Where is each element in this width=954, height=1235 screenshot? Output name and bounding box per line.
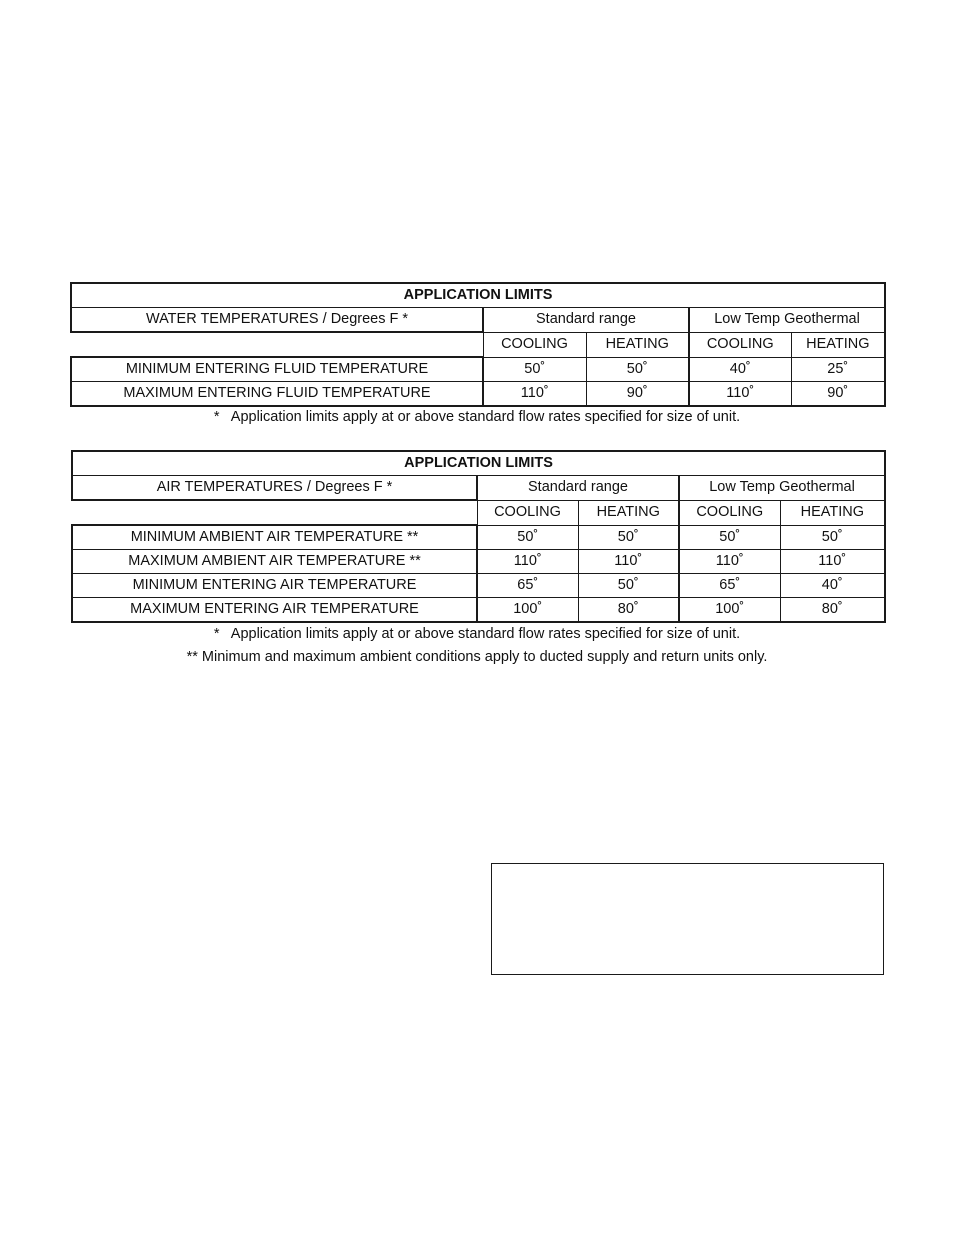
water-limits-table: [70, 282, 886, 407]
value-cell: 40˚: [689, 357, 791, 382]
row-label: MINIMUM AMBIENT AIR TEMPERATURE **: [72, 525, 477, 550]
water-footnote: * Application limits apply at or above standard flow rates specified for size of unit.: [213, 409, 741, 425]
col-header-cooling: COOLING: [689, 332, 791, 357]
row-label: MINIMUM ENTERING FLUID TEMPERATURE: [71, 357, 483, 382]
value-cell: 65˚: [679, 574, 780, 598]
value-cell: 100˚: [679, 598, 780, 623]
value-cell: 50˚: [578, 525, 679, 550]
group-low-temp-geothermal: Low Temp Geothermal: [679, 476, 885, 501]
value-cell: 110˚: [477, 550, 578, 574]
col-header-cooling: COOLING: [477, 500, 578, 525]
table-row: [72, 550, 885, 574]
table-title: APPLICATION LIMITS: [72, 451, 885, 476]
col-header-heating: HEATING: [791, 332, 885, 357]
value-cell: 80˚: [578, 598, 679, 623]
value-cell: 110˚: [483, 382, 586, 407]
value-cell: 65˚: [477, 574, 578, 598]
value-cell: 50˚: [578, 574, 679, 598]
table-row: [71, 357, 885, 382]
col-header-heating: HEATING: [586, 332, 689, 357]
table-row: [72, 574, 885, 598]
table-row: [72, 525, 885, 550]
blank-cell: [72, 500, 477, 525]
value-cell: 90˚: [791, 382, 885, 407]
value-cell: 110˚: [689, 382, 791, 407]
value-cell: 90˚: [586, 382, 689, 407]
table-row: [72, 598, 885, 623]
value-cell: 110˚: [578, 550, 679, 574]
row-label-header: WATER TEMPERATURES / Degrees F *: [71, 308, 483, 333]
col-header-heating: HEATING: [578, 500, 679, 525]
blank-cell: [71, 332, 483, 357]
value-cell: 50˚: [483, 357, 586, 382]
air-footnote-ambient: ** Minimum and maximum ambient conditions apply to ducted supply and return units only.: [186, 649, 768, 665]
row-label: MAXIMUM ENTERING FLUID TEMPERATURE: [71, 382, 483, 407]
value-cell: 50˚: [780, 525, 885, 550]
air-footnote-flow: * Application limits apply at or above standard flow rates specified for size of unit.: [213, 626, 741, 642]
table-title: APPLICATION LIMITS: [71, 283, 885, 308]
row-label: MAXIMUM AMBIENT AIR TEMPERATURE **: [72, 550, 477, 574]
value-cell: 50˚: [679, 525, 780, 550]
col-header-cooling: COOLING: [483, 332, 586, 357]
group-low-temp-geothermal: Low Temp Geothermal: [689, 308, 885, 333]
row-label: MAXIMUM ENTERING AIR TEMPERATURE: [72, 598, 477, 623]
row-label: MINIMUM ENTERING AIR TEMPERATURE: [72, 574, 477, 598]
row-label-header: AIR TEMPERATURES / Degrees F *: [72, 476, 477, 501]
value-cell: 110˚: [780, 550, 885, 574]
col-header-cooling: COOLING: [679, 500, 780, 525]
air-limits-table: [71, 450, 886, 623]
group-standard-range: Standard range: [483, 308, 689, 333]
col-header-heating: HEATING: [780, 500, 885, 525]
value-cell: 50˚: [586, 357, 689, 382]
value-cell: 40˚: [780, 574, 885, 598]
value-cell: 50˚: [477, 525, 578, 550]
group-standard-range: Standard range: [477, 476, 679, 501]
empty-text-box: [491, 863, 884, 975]
table-row: [71, 382, 885, 407]
value-cell: 25˚: [791, 357, 885, 382]
value-cell: 110˚: [679, 550, 780, 574]
value-cell: 80˚: [780, 598, 885, 623]
value-cell: 100˚: [477, 598, 578, 623]
